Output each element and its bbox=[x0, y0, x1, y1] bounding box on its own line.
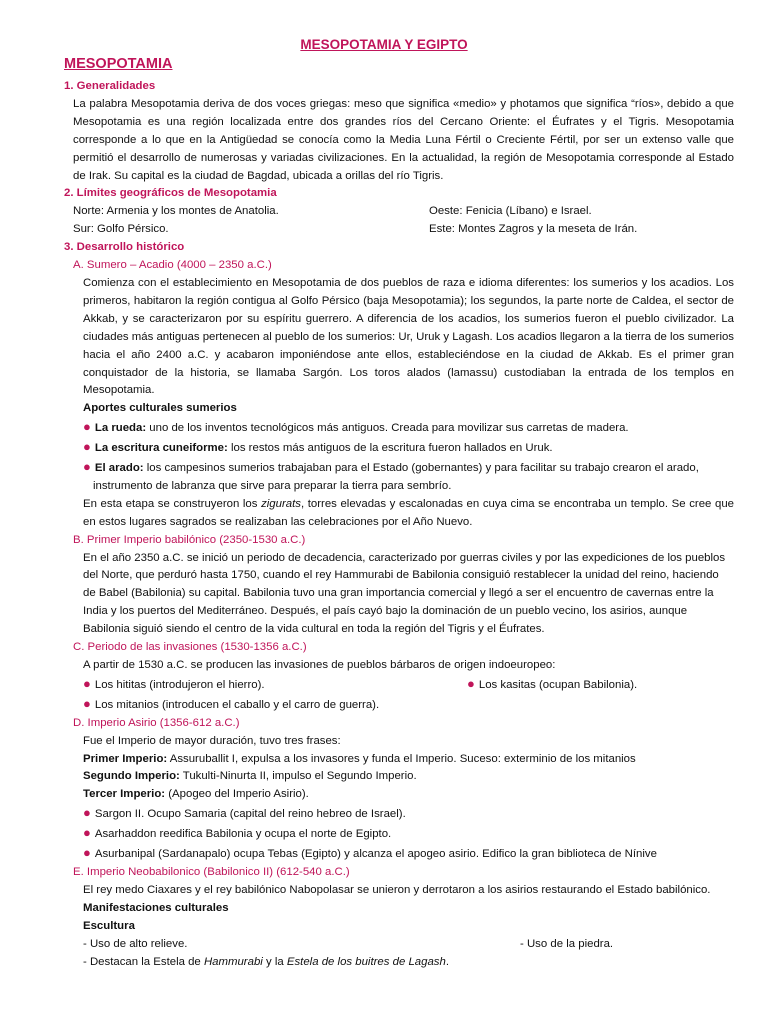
limits-row-1 bbox=[64, 203, 734, 221]
manifestaciones-heading: Manifestaciones culturales bbox=[83, 901, 229, 914]
bullet-icon: ● bbox=[83, 805, 91, 821]
list-item-continuation: instrumento de labranza que sirve para preparar la tierra para sembrío. bbox=[93, 479, 452, 492]
paragraph-zigurats bbox=[64, 496, 734, 532]
item-text: los campesinos sumerios trabajaban para el Estado (gobernantes) y para facilitar su trabajo crearon el arado, bbox=[143, 462, 699, 475]
escultura-row bbox=[64, 936, 734, 954]
list-item bbox=[467, 675, 637, 695]
list-item bbox=[64, 438, 734, 458]
bullet-icon: ● bbox=[83, 459, 91, 475]
list-item bbox=[64, 695, 734, 715]
text-fragment: En esta etapa se construyeron los bbox=[83, 497, 262, 510]
bullet-icon: ● bbox=[83, 695, 91, 711]
item-text: Los hititas (introdujeron el hierro). bbox=[94, 678, 265, 691]
escultura-heading: Escultura bbox=[83, 919, 135, 932]
list-item: - Uso de la piedra. bbox=[520, 937, 614, 950]
paragraph-imperio-asirio: Fue el Imperio de mayor duración, tuvo tres frases: bbox=[83, 734, 341, 747]
limits-row-2 bbox=[64, 221, 734, 239]
item-text: Sargon II. Ocupo Samaria (capital del reino hebreo de Israel). bbox=[94, 808, 406, 821]
document-title: MESOPOTAMIA Y EGIPTO bbox=[300, 37, 468, 52]
asirio-phase-2 bbox=[64, 768, 734, 786]
list-item bbox=[83, 675, 467, 695]
paragraph-sumero-acadio: Comienza con el establecimiento en Mesopotamia de dos pueblos de raza e idioma diferentes: los sumerios y los acadios. Los primeros, habitaron la región contigua al Golfo Pérsico (baja Mesopotamia); los segundos, la parte norte de Caldea, el sector de Akkab, y se caracterizaron por su espíritu guerrero. A diferencia de los acadios, los sumerios fueron el pueblo civilizador. La ciudades más antiguas pertenecen al pueblo de los sumerios: Ur, Uruk y Lagash. Los acadios llegaron a la tierra de los sumerios hacia el año 2400 a.C. y acabaron imponiéndose ante ellos, estableciéndose en la ciudad de Akkab. Es el primer gran conquistador de la historia, se llamaba Sargón. Los toros alados (lamassu) custodiaban la entrada de los templos en Mesopotamia. bbox=[83, 276, 734, 397]
item-term: El arado: bbox=[94, 462, 144, 475]
limit-west: Oeste: Fenicia (Líbano) e Israel. bbox=[429, 205, 592, 218]
text-fragment: - Destacan la Estela de bbox=[83, 955, 204, 968]
italic-term: Estela de los buitres de Lagash bbox=[286, 955, 446, 968]
heading-limites: 2. Límites geográficos de Mesopotamia bbox=[64, 187, 277, 200]
text-fragment: , torres elevadas y escalonadas en cuya cima se encontraba un templo. Se cree que en estos lugares sagrados se realizaban las celebraciones por el Año Nuevo. bbox=[83, 497, 734, 528]
heading-generalidades: 1. Generalidades bbox=[64, 80, 156, 92]
heading-sumero-acadio: A. Sumero – Acadio (4000 – 2350 a.C.) bbox=[73, 259, 272, 272]
item-text: Asarhaddon reedifica Babilonia y ocupa el norte de Egipto. bbox=[94, 828, 392, 841]
item-text: Los kasitas (ocupan Babilonia). bbox=[478, 678, 638, 691]
item-text: Asurbanipal (Sardanapalo) ocupa Tebas (Egipto) y alcanza el apogeo asirio. Edifico la gran biblioteca de Nínive bbox=[94, 848, 657, 861]
item-text: los restos más antiguos de la escritura fueron hallados en Uruk. bbox=[227, 442, 553, 455]
asirio-phase-1 bbox=[64, 751, 734, 769]
text-fragment: . bbox=[445, 955, 449, 968]
heading-neobabilonico: E. Imperio Neobabilonico (Babilonico II) (612-540 a.C.) bbox=[73, 865, 350, 878]
list-item bbox=[64, 954, 734, 972]
phase-text: (Apogeo del Imperio Asirio). bbox=[165, 788, 309, 801]
paragraph-neobabilonico: El rey medo Ciaxares y el rey babilónico Nabopolasar se unieron y derrotaron a los asirios restaurando el Estado babilónico. bbox=[83, 883, 711, 896]
phase-text: Tukulti-Ninurta II, impulso el Segundo Imperio. bbox=[179, 770, 417, 783]
heading-desarrollo: 3. Desarrollo histórico bbox=[64, 241, 185, 254]
asirio-phase-3 bbox=[64, 786, 734, 804]
list-item bbox=[64, 458, 734, 478]
list-item bbox=[64, 824, 734, 844]
heading-invasiones: C. Periodo de las invasiones (1530-1356 a.C.) bbox=[73, 641, 307, 654]
item-term: La rueda: bbox=[94, 422, 147, 435]
italic-term: zigurats bbox=[261, 497, 301, 510]
heading-imperio-asirio: D. Imperio Asirio (1356-612 a.C.) bbox=[73, 716, 240, 729]
limit-north: Norte: Armenia y los montes de Anatolia. bbox=[73, 205, 279, 218]
heading-primer-imperio: B. Primer Imperio babilónico (2350-1530 a.C.) bbox=[73, 533, 306, 546]
list-item bbox=[64, 418, 734, 438]
phase-term: Primer Imperio: bbox=[83, 752, 168, 765]
item-text: Los mitanios (introducen el caballo y el carro de guerra). bbox=[94, 698, 380, 711]
bullet-icon: ● bbox=[83, 419, 91, 435]
item-text: uno de los inventos tecnológicos más antiguos. Creada para movilizar sus carretas de madera. bbox=[146, 422, 629, 435]
bullet-icon: ● bbox=[83, 825, 91, 841]
phase-term: Segundo Imperio: bbox=[83, 770, 180, 783]
list-item bbox=[64, 804, 734, 824]
paragraph-primer-imperio: En el año 2350 a.C. se inició un periodo de decadencia, caracterizado por guerras civiles y por las expediciones de los pueblos del Norte, que perduró hasta 1750, cuando el rey Hammurabi de Babilonia consiguió restablecer la unidad del reino, haciendo de Babel (Babilonia) su capital. Babilonia tuvo una gran importancia comercial y llegó a ser el encuentro de cavernas entre la India y los puertos del Mediterráneo. Después, el país cayó bajo la dominación de un pueblo vecino, los asirios, aunque Babilonia siguió siendo el centro de la vida cultural en toda la región del Tigris y el Éufrates. bbox=[83, 551, 726, 636]
limit-east: Este: Montes Zagros y la meseta de Irán. bbox=[429, 223, 638, 236]
italic-term: Hammurabi bbox=[203, 955, 263, 968]
text-fragment: y la bbox=[262, 955, 287, 968]
item-term: La escritura cuneiforme: bbox=[94, 442, 228, 455]
section-title: MESOPOTAMIA bbox=[64, 56, 173, 72]
bullet-icon: ● bbox=[467, 675, 475, 691]
phase-text: Assuruballit I, expulsa a los invasores y funda el Imperio. Suceso: exterminio de los mitanios bbox=[167, 752, 636, 765]
invasion-row bbox=[64, 675, 734, 695]
bullet-icon: ● bbox=[83, 845, 91, 861]
phase-term: Tercer Imperio: bbox=[83, 788, 166, 801]
list-item: - Uso de alto relieve. bbox=[83, 937, 188, 950]
aportes-heading: Aportes culturales sumerios bbox=[83, 402, 237, 415]
bullet-icon: ● bbox=[83, 439, 91, 455]
paragraph-generalidades: La palabra Mesopotamia deriva de dos voces griegas: meso que significa «medio» y photamos que significa “ríos», debido a que Mesopotamia es una región localizada entre dos grandes ríos del Cercano Oriente: el Éufrates y el Tigris. Mesopotamia corresponde a lo que en la Antigüedad se conocía como la Media Luna Fértil o Creciente Fértil, por ser un extenso valle que permitió el desarrollo de numerosas y variadas civilizaciones. En la actualidad, la región de Mesopotamia corresponde al Estado de Irak. Su capital es la ciudad de Bagdad, ubicada a orillas del río Tigris. bbox=[73, 97, 734, 182]
document-body bbox=[64, 78, 734, 971]
bullet-icon: ● bbox=[83, 675, 91, 691]
limit-south: Sur: Golfo Pérsico. bbox=[73, 223, 169, 236]
list-item bbox=[64, 844, 734, 864]
paragraph-invasiones: A partir de 1530 a.C. se producen las invasiones de pueblos bárbaros de origen indoeuropeo: bbox=[83, 659, 556, 671]
